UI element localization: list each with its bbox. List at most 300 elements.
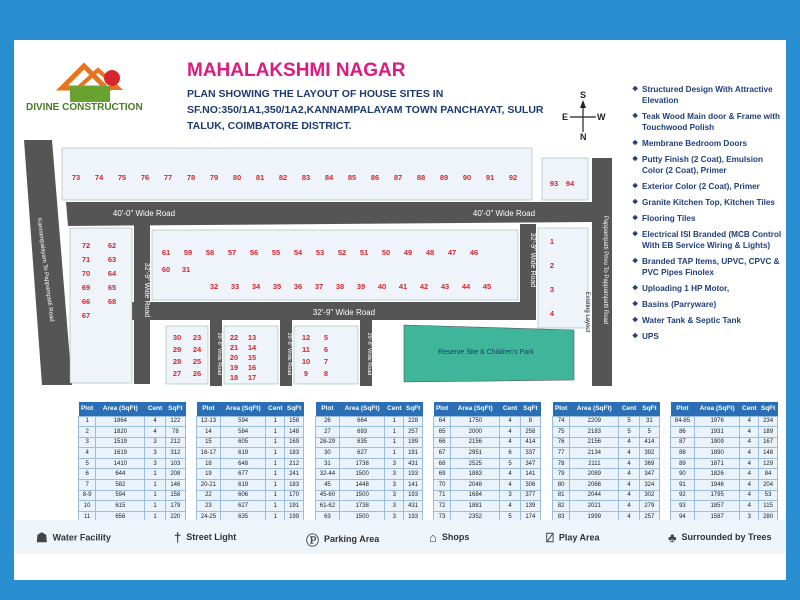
table-header: Area (SqFt)	[694, 402, 740, 416]
plot-number: 20	[229, 353, 239, 362]
table-cell: 627	[339, 448, 385, 459]
plot-number: 30	[172, 333, 182, 342]
table-cell: 1	[266, 437, 285, 448]
table-cell: 1	[145, 490, 165, 501]
road-label-west-main: Kannampalayam To Pappampatti Road	[35, 217, 55, 323]
plot-area-table	[315, 402, 423, 522]
water-tap-icon: ☗	[36, 530, 48, 545]
table-cell: 619	[220, 448, 266, 459]
road-label-middle: 32'-9" Wide Road	[312, 308, 376, 317]
table-header: Cent	[500, 402, 520, 416]
legend-label: Play Area	[558, 532, 600, 543]
table-cell: 63	[316, 511, 340, 522]
plot-number: 44	[461, 282, 471, 291]
table-row	[316, 448, 423, 459]
table-header: Cent	[385, 402, 404, 416]
table-row	[197, 458, 304, 469]
table-header: SqFt	[165, 402, 185, 416]
table-cell: 234	[759, 416, 778, 427]
table-header: Cent	[145, 402, 165, 416]
table-cell: 83	[553, 511, 570, 522]
table-cell: 257	[404, 427, 423, 438]
plot-number: 49	[403, 248, 413, 257]
plot-number: 81	[255, 173, 265, 182]
table-cell: 4	[619, 448, 639, 459]
table-cell: 1	[145, 480, 165, 491]
table-row	[553, 448, 660, 459]
table-cell: 5	[619, 416, 639, 427]
table-cell: 1738	[339, 458, 385, 469]
table-cell: 414	[639, 437, 659, 448]
table-cell: 74	[553, 416, 570, 427]
table-cell: 4	[740, 480, 759, 491]
plot-number: 63	[107, 255, 117, 264]
plot-number: 57	[227, 248, 237, 257]
table-cell: 312	[165, 448, 185, 459]
table-cell: 212	[165, 437, 185, 448]
plot-number: 47	[447, 248, 457, 257]
plot-number: 86	[370, 173, 380, 182]
table-cell: 392	[639, 448, 659, 459]
table-cell: 1	[266, 501, 285, 512]
brand-name: DIVINE CONSTRUCTION	[26, 102, 143, 113]
table-cell: 67	[434, 448, 451, 459]
plot-number: 91	[485, 173, 495, 182]
shop-icon: ⌂	[429, 530, 437, 545]
table-cell: 10	[79, 501, 96, 512]
table-header: Cent	[266, 402, 285, 416]
table-row	[671, 501, 778, 512]
table-cell: 3	[385, 480, 404, 491]
table-cell: 4	[619, 501, 639, 512]
table-cell: 4	[500, 416, 520, 427]
plot-number: 37	[314, 282, 324, 291]
plot-number: 84	[324, 173, 334, 182]
table-cell: 89	[671, 458, 695, 469]
plot-number: 15	[247, 353, 257, 362]
east-main-road	[592, 158, 612, 386]
table-cell: 86	[671, 427, 695, 438]
table-cell: 648	[220, 458, 266, 469]
plot-number: 35	[272, 282, 282, 291]
table-row	[79, 437, 186, 448]
table-cell: 4	[619, 490, 639, 501]
table-cell: 193	[404, 469, 423, 480]
table-cell: 1500	[339, 490, 385, 501]
plot-number: 4	[549, 309, 555, 318]
table-cell: 4	[740, 448, 759, 459]
table-cell: 2111	[570, 458, 619, 469]
table-cell: 19	[197, 469, 221, 480]
plot-number: 59	[183, 248, 193, 257]
table-cell: 1946	[694, 480, 740, 491]
table-cell: 3	[740, 511, 759, 522]
plot-number: 26	[192, 369, 202, 378]
table-cell: 1820	[96, 427, 145, 438]
road-label-left-vertical: 32'-9" Wide Road	[143, 262, 150, 318]
table-cell: 78	[165, 427, 185, 438]
plot-number: 55	[271, 248, 281, 257]
plot-number: 34	[251, 282, 261, 291]
plot-number: 19	[229, 363, 239, 372]
plot-number: 58	[205, 248, 215, 257]
legend-label: Shops	[441, 531, 470, 542]
table-cell: 1999	[570, 511, 619, 522]
table-cell: 1	[145, 511, 165, 522]
plot-number: 12	[301, 333, 311, 342]
table-cell: 677	[220, 469, 266, 480]
compass-top: S	[580, 90, 587, 100]
plot-number: 62	[107, 241, 117, 250]
table-cell: 1	[266, 480, 285, 491]
table-row	[434, 458, 541, 469]
table-cell: 1738	[339, 501, 385, 512]
compass-bottom: N	[580, 132, 587, 142]
left-plot-block	[70, 228, 132, 383]
table-row	[671, 427, 778, 438]
table-row	[197, 490, 304, 501]
table-cell: 22	[197, 490, 221, 501]
table-cell: 3	[500, 490, 520, 501]
plot-number: 69	[81, 283, 91, 292]
table-row	[553, 458, 660, 469]
table-cell: 84	[759, 469, 778, 480]
table-cell: 3	[145, 437, 165, 448]
table-cell: 30	[316, 448, 340, 459]
table-cell: 1795	[694, 490, 740, 501]
table-cell: 4	[740, 501, 759, 512]
table-cell: 12-13	[197, 416, 221, 427]
table-cell: 80	[553, 480, 570, 491]
plot-number: 28	[172, 357, 182, 366]
compass	[558, 92, 608, 140]
plot-number: 13	[247, 333, 257, 342]
table-cell: 1857	[694, 501, 740, 512]
table-header: Plot	[197, 402, 221, 416]
table-cell: 18	[197, 458, 221, 469]
table-cell: 1	[145, 469, 165, 480]
table-cell: 15	[197, 437, 221, 448]
table-cell: 199	[404, 437, 423, 448]
table-cell: 2183	[570, 427, 619, 438]
page-title: MAHALAKSHMI NAGAR	[187, 60, 406, 81]
table-header: Area (SqFt)	[570, 402, 619, 416]
table-cell: 1	[385, 416, 404, 427]
table-cell: 4	[500, 427, 520, 438]
plot-number: 80	[232, 173, 242, 182]
table-cell: 228	[404, 416, 423, 427]
legend-label: Surrounded by Trees	[681, 531, 772, 542]
table-cell: 146	[165, 480, 185, 491]
table-cell: 605	[220, 437, 266, 448]
table-cell: 4	[740, 416, 759, 427]
table-cell: 414	[520, 437, 540, 448]
table-cell: 2156	[451, 437, 500, 448]
street-light-icon: †	[174, 530, 182, 545]
table-cell: 3	[385, 458, 404, 469]
legend-parking	[306, 530, 379, 549]
table-cell: 77	[553, 448, 570, 459]
plot-number: 74	[94, 173, 104, 182]
table-cell: 141	[520, 469, 540, 480]
plot-number: 82	[278, 173, 288, 182]
table-cell: 627	[220, 501, 266, 512]
table-cell: 4	[740, 427, 759, 438]
house-logo-icon	[22, 58, 172, 106]
table-cell: 1890	[694, 448, 740, 459]
table-row	[79, 469, 186, 480]
plot-number: 76	[140, 173, 150, 182]
table-cell: 1	[266, 490, 285, 501]
table-cell: 431	[404, 501, 423, 512]
table-row	[671, 490, 778, 501]
table-cell: 92	[671, 490, 695, 501]
plot-area-table	[196, 402, 304, 522]
table-cell: 93	[671, 501, 695, 512]
table-cell: 3	[385, 469, 404, 480]
table-cell: 5	[500, 511, 520, 522]
playground-icon: ⍁	[546, 530, 554, 545]
table-cell: 5	[79, 458, 96, 469]
plot-number: 11	[302, 345, 310, 354]
table-cell: 204	[759, 480, 778, 491]
table-cell: 1	[79, 416, 96, 427]
brand-logo	[22, 58, 172, 120]
plot-number: 10	[301, 357, 311, 366]
plot-number: 77	[163, 173, 173, 182]
plot-number: 5	[323, 333, 329, 342]
table-header: Area (SqFt)	[451, 402, 500, 416]
table-cell: 594	[220, 416, 266, 427]
table-row	[79, 416, 186, 427]
table-row	[434, 448, 541, 459]
table-cell: 2134	[570, 448, 619, 459]
table-cell: 199	[285, 511, 304, 522]
plot-number: 60	[161, 265, 171, 274]
table-header: Plot	[434, 402, 451, 416]
table-header: Area (SqFt)	[220, 402, 266, 416]
table-row	[316, 469, 423, 480]
table-cell: 2209	[570, 416, 619, 427]
top-plot-block	[62, 148, 532, 200]
table-row	[434, 427, 541, 438]
table-cell: 1587	[694, 511, 740, 522]
table-cell: 5	[639, 427, 659, 438]
table-cell: 158	[165, 490, 185, 501]
plot-number: 22	[229, 333, 239, 342]
table-cell: 7	[79, 480, 96, 491]
table-cell: 148	[759, 448, 778, 459]
table-cell: 4	[740, 490, 759, 501]
table-cell: 1	[266, 448, 285, 459]
table-cell: 167	[759, 437, 778, 448]
table-cell: 3	[385, 490, 404, 501]
table-cell: 2048	[451, 480, 500, 491]
plot-area-table	[433, 402, 541, 522]
table-cell: 23	[197, 501, 221, 512]
table-cell: 191	[404, 448, 423, 459]
table-row	[79, 458, 186, 469]
table-cell: 31	[316, 458, 340, 469]
table-cell: 139	[520, 501, 540, 512]
table-cell: 129	[759, 458, 778, 469]
table-cell: 82	[553, 501, 570, 512]
table-cell: 664	[339, 416, 385, 427]
table-cell: 32-44	[316, 469, 340, 480]
plot-number: 40	[377, 282, 387, 291]
table-cell: 158	[285, 416, 304, 427]
road-label-small-a: 29'-6" Wide Road	[216, 332, 222, 376]
plot-number: 64	[107, 269, 117, 278]
table-cell: 148	[285, 427, 304, 438]
table-cell: 27	[316, 427, 340, 438]
table-row	[553, 427, 660, 438]
plot-number: 48	[425, 248, 435, 257]
plot-number: 68	[107, 297, 117, 306]
table-row	[197, 437, 304, 448]
table-cell: 2066	[570, 480, 619, 491]
plot-number: 83	[301, 173, 311, 182]
table-cell: 183	[285, 448, 304, 459]
plot-number: 32	[209, 282, 219, 291]
plot-number: 23	[192, 333, 202, 342]
amenities-legend	[14, 520, 786, 554]
plot-number: 21	[229, 343, 239, 352]
table-row	[671, 469, 778, 480]
table-header: Area (SqFt)	[96, 402, 145, 416]
table-cell: 11	[79, 511, 96, 522]
table-cell: 191	[285, 501, 304, 512]
plot-number: 66	[81, 297, 91, 306]
table-row	[553, 437, 660, 448]
table-cell: 1500	[339, 511, 385, 522]
plot-number: 78	[186, 173, 196, 182]
table-cell: 26	[316, 416, 340, 427]
road-label-existing: Existing Layout	[584, 291, 590, 333]
plot-number: 88	[416, 173, 426, 182]
table-cell: 1871	[694, 458, 740, 469]
table-cell: 16-17	[197, 448, 221, 459]
table-cell: 337	[520, 448, 540, 459]
table-cell: 4	[619, 480, 639, 491]
table-cell: 189	[759, 427, 778, 438]
plot-number: 18	[229, 373, 239, 382]
table-cell: 2000	[451, 427, 500, 438]
table-cell: 2156	[570, 437, 619, 448]
plot-number: 24	[192, 345, 202, 354]
table-cell: 68	[434, 458, 451, 469]
table-row	[434, 416, 541, 427]
table-row	[316, 458, 423, 469]
table-cell: 258	[520, 427, 540, 438]
table-cell: 302	[639, 490, 659, 501]
plot-number: 2	[549, 261, 555, 270]
legend-water	[36, 530, 111, 546]
table-row	[197, 416, 304, 427]
feature-item: ❖ Membrane Bedroom Doors	[632, 138, 782, 149]
table-cell: 170	[285, 490, 304, 501]
table-row	[434, 501, 541, 512]
table-cell: 347	[520, 458, 540, 469]
table-cell: 241	[285, 469, 304, 480]
table-row	[671, 448, 778, 459]
table-cell: 174	[520, 511, 540, 522]
table-cell: 1909	[694, 437, 740, 448]
feature-item: ❖ Structured Design With Attractive Elevation	[632, 84, 782, 106]
plot-number: 1	[549, 237, 555, 246]
table-cell: 1	[266, 511, 285, 522]
compass-right: W	[597, 112, 606, 122]
plot-number: 52	[337, 248, 347, 257]
table-row	[79, 427, 186, 438]
table-cell: 693	[339, 427, 385, 438]
road-label-small-c: 29'-6" Wide Road	[366, 332, 372, 376]
table-header: SqFt	[759, 402, 778, 416]
table-row	[553, 416, 660, 427]
table-row	[79, 448, 186, 459]
plot-number: 65	[107, 283, 117, 292]
table-row	[316, 480, 423, 491]
table-row	[434, 437, 541, 448]
table-cell: 61-62	[316, 501, 340, 512]
plot-number: 31	[181, 265, 191, 274]
table-cell: 369	[639, 458, 659, 469]
right-plot-block	[538, 228, 588, 328]
table-cell: 45	[316, 480, 340, 491]
plot-area-table	[670, 402, 778, 533]
table-cell: 90	[671, 469, 695, 480]
plot-number: 53	[315, 248, 325, 257]
plot-number: 51	[359, 248, 369, 257]
table-cell: 1	[266, 416, 285, 427]
page-subtitle: PLAN SHOWING THE LAYOUT OF HOUSE SITES IN SF.NO:350/1A1,350/1A2,KANNAMPALAYAM TOWN PANCHAYAT, SULUR TALUK, COIMBATORE DISTRICT.	[187, 88, 544, 132]
table-cell: 14	[197, 427, 221, 438]
table-row	[553, 501, 660, 512]
table-cell: 1619	[96, 448, 145, 459]
table-cell: 656	[96, 511, 145, 522]
table-row	[671, 480, 778, 491]
plot-number: 29	[172, 345, 182, 354]
table-row	[197, 448, 304, 459]
table-cell: 1	[266, 458, 285, 469]
feature-item: ❖ Branded TAP Items, UPVC, CPVC & PVC Pipes Finolex	[632, 256, 782, 278]
park-label: Reserve Site & Children's Park	[438, 349, 534, 356]
table-header: SqFt	[404, 402, 423, 416]
feature-item: ❖ UPS	[632, 331, 782, 342]
plot-number: 42	[419, 282, 429, 291]
table-cell: 65	[434, 427, 451, 438]
table-row	[434, 480, 541, 491]
table-cell: 4	[500, 501, 520, 512]
table-cell: 4	[500, 437, 520, 448]
table-header: SqFt	[285, 402, 304, 416]
table-row	[671, 437, 778, 448]
table-cell: 69	[434, 469, 451, 480]
table-cell: 594	[96, 490, 145, 501]
table-cell: 306	[520, 480, 540, 491]
plot-number: 67	[81, 311, 91, 320]
table-cell: 1883	[451, 469, 500, 480]
table-cell: 1	[385, 427, 404, 438]
table-cell: 1826	[694, 469, 740, 480]
plot-number: 85	[347, 173, 357, 182]
table-row	[434, 490, 541, 501]
plot-number: 73	[71, 173, 81, 182]
table-cell: 2	[79, 427, 96, 438]
table-cell: 64	[434, 416, 451, 427]
table-row	[671, 416, 778, 427]
plot-number: 61	[161, 248, 171, 257]
